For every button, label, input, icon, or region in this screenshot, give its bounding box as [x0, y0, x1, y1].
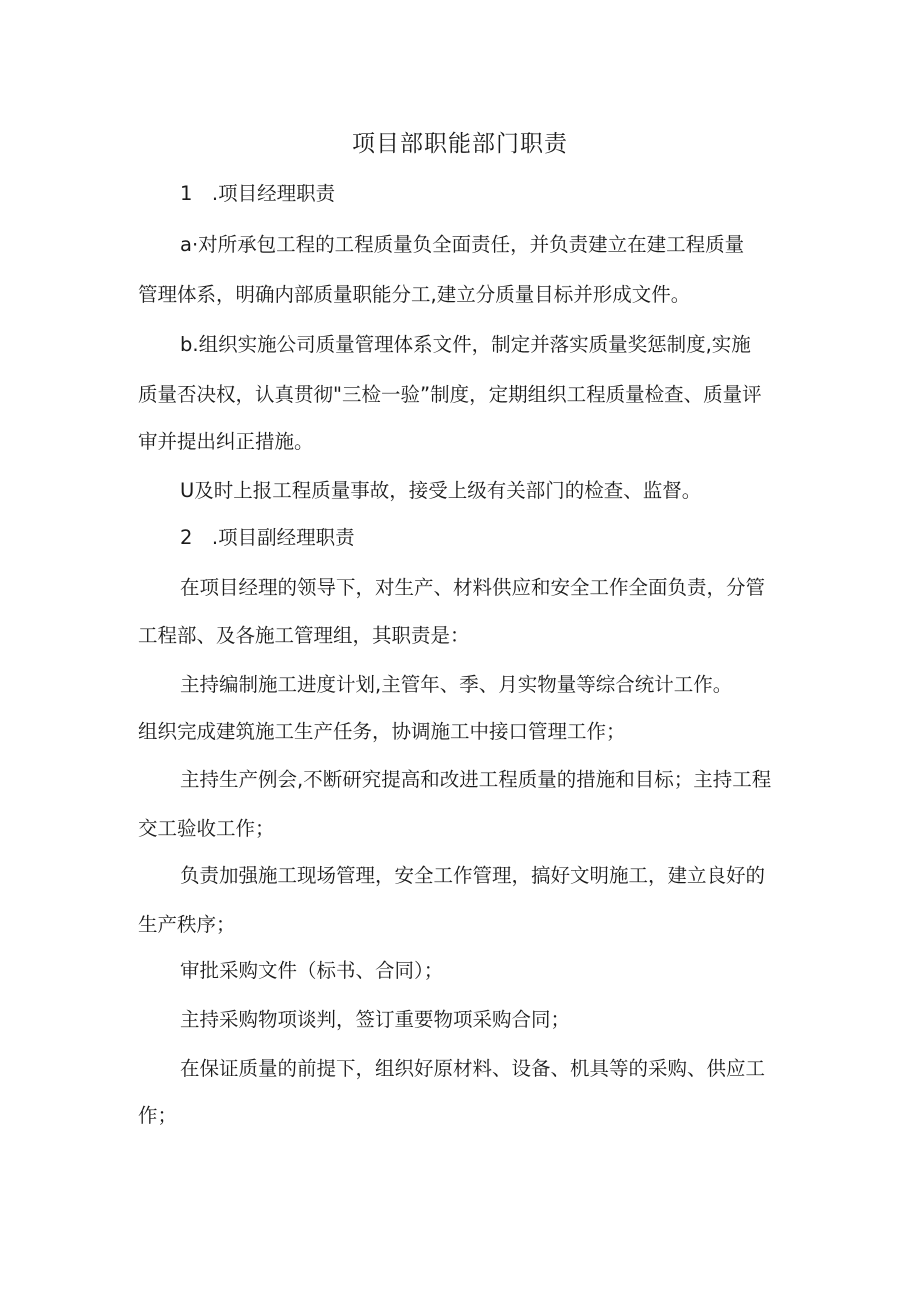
section-heading-project-manager: 1 .项目经理职责: [180, 182, 336, 205]
paragraph-line: 作；: [138, 1104, 178, 1127]
paragraph-line: 组织完成建筑施工生产任务，协调施工中接口管理工作；: [138, 720, 626, 743]
paragraph-line: 主持采购物项谈判，签订重要物项采购合同；: [180, 1008, 571, 1031]
paragraph-line: 审并提出纠正措施。: [138, 430, 314, 453]
paragraph-line: U及时上报工程质量事故，接受上级有关部门的检查、监督。: [180, 479, 702, 502]
paragraph-line: 质量否决权，认真贯彻"三检一验”制度，定期组织工程质量检查、质量评: [138, 383, 762, 406]
paragraph-line: 在保证质量的前提下，组织好原材料、设备、机具等的采购、供应工: [180, 1057, 766, 1080]
paragraph-line: a·对所承包工程的工程质量负全面责任，并负责建立在建工程质量: [180, 233, 745, 256]
paragraph-line: 交工验收工作；: [138, 817, 275, 840]
paragraph-line: 主持生产例会,不断研究提高和改进工程质量的措施和目标；主持工程: [180, 768, 772, 791]
paragraph-line: 工程部、及各施工管理组，其职责是：: [138, 624, 470, 647]
paragraph-line: 负责加强施工现场管理，安全工作管理，搞好文明施工，建立良好的: [180, 864, 766, 887]
paragraph-line: 审批采购文件（标书、合同）；: [180, 959, 444, 982]
paragraph-line: 主持编制施工进度计划,主管年、季、月实物量等综合统计工作。: [180, 673, 733, 696]
paragraph-line: b.组织实施公司质量管理体系文件，制定并落实质量奖惩制度,实施: [180, 333, 751, 356]
section-heading-deputy-manager: 2 .项目副经理职责: [180, 526, 355, 549]
paragraph-line: 管理体系，明确内部质量职能分工,建立分质量目标并形成文件。: [138, 283, 691, 306]
paragraph-line: 生产秩序；: [138, 913, 236, 936]
page-title: 项目部职能部门职责: [352, 131, 568, 157]
paragraph-line: 在项目经理的领导下，对生产、材料供应和安全工作全面负责，分管: [180, 576, 766, 599]
